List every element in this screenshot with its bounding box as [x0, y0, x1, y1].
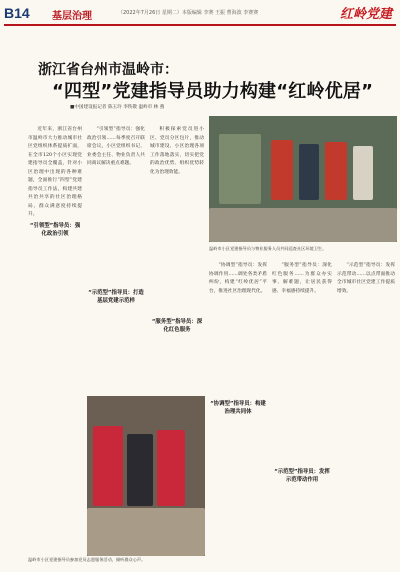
article-column-1 [28, 126, 82, 550]
paragraph: “协调型”指导员：发挥协调作用……调处各类矛盾纠纷，构建“红岭优居”平台，推进社区治理现代化。 [209, 263, 267, 294]
article-column-3 [150, 126, 204, 392]
page-number: B14 [4, 5, 30, 21]
article-column-6 [337, 262, 395, 552]
newspaper-logo: 红岭党建 [339, 7, 392, 22]
dateline: （2022年7月26日 星期二）本版编辑 李赛 王振 曹海波 李赛赛 [118, 10, 259, 16]
article-kicker: 浙江省台州市温岭市： [38, 62, 178, 78]
paragraph: “服务型”指导员：深化红色服务……为群众办实事、解难题，让居民获得感、幸福感持续提升。 [272, 263, 332, 294]
paragraph: 积极探索党员进小区、党员分区包片，推动城市建设、小区治理各项工作落地落实，切实把党的政治优势、组织优势转化为治理效能。 [150, 127, 204, 175]
section-name: 基层治理 [52, 11, 92, 22]
article-byline: ■中国建设报记者 陈玉玲 李铁敬 温岭市 林 燕 [70, 105, 165, 110]
header-rule [4, 24, 396, 26]
article-column-2 [87, 126, 145, 392]
article-column-5 [272, 262, 332, 552]
paragraph: “示范型”指导员：发挥示范带动……以点带面推动全市城市社区党建工作提质增效。 [337, 263, 395, 294]
subhead-3: “服务型”指导员：深化红色服务 [151, 319, 203, 333]
photo-volunteers [87, 396, 205, 556]
subhead-4: “协调型”指导员：构建治理共同体 [210, 401, 266, 415]
photo-inspection [209, 116, 397, 242]
article-title: “四型”党建指导员助力构建“红岭优居” [52, 81, 374, 102]
photo-caption-2: 温岭市小区党建指导员参加党员志愿服务活动，倾听群众心声。 [28, 557, 146, 562]
paragraph: “引领型”指导员：强化政治引领……每季度召开联席会议，小区党组织书记、业委会主任、物业负责人共同商议解决重点难题。 [87, 127, 145, 166]
paragraph: 近年来，浙江省台州市温岭市大力推动城市社区党组织体系提质扩面，在全市120个小区实现党建指导员全覆盖，针对小区治理中出现的各种难题，全面推行“四型”党建指导员工作法，构建共建共治共享的社区治理格局，群众满意度持续提升。 [28, 127, 82, 217]
page-header [0, 0, 400, 50]
subhead-1: “引领型”指导员：强化政治引领 [29, 223, 81, 237]
subhead-2: “示范型”指导员：打造基层党建示范样 [88, 290, 144, 304]
photo-caption-1: 温岭市小区党建指导员与物业服务人员共同巡查社区环境卫生。 [209, 246, 327, 251]
subhead-5: “示范型”指导员：发挥示范带动作用 [272, 468, 332, 484]
